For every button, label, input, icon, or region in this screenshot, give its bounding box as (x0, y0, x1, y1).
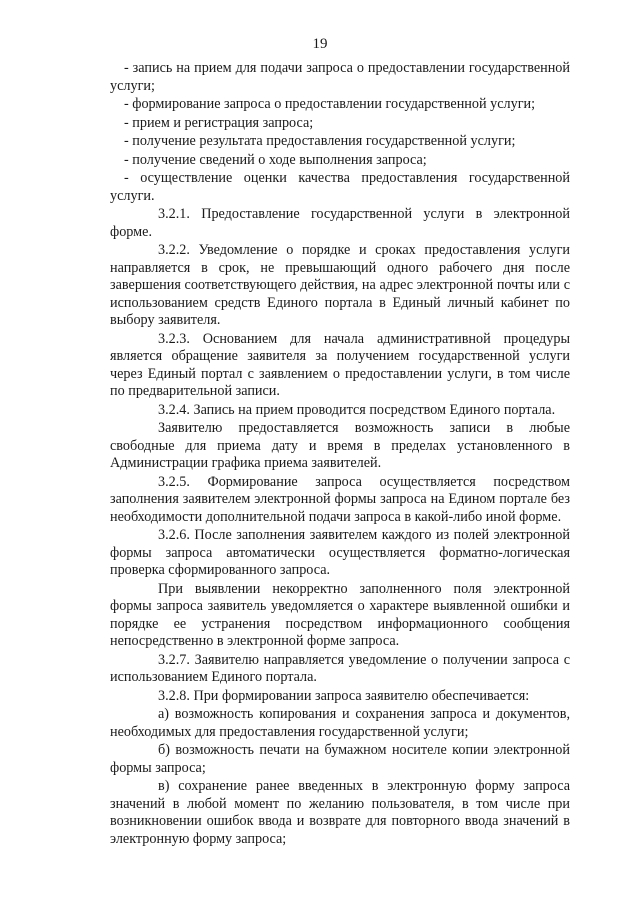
paragraph: 3.2.3. Основанием для начала административной процедуры является обращение заявителя за получением государственной услуги через Единый портал с заявлением о предоставлении услуги, в том числе по предварительной записи. (110, 330, 570, 399)
paragraph: б) возможность печати на бумажном носителе копии электронной формы запроса; (110, 742, 570, 776)
paragraph: 3.2.2. Уведомление о порядке и сроках предоставления услуги направляется в срок, не превышающий одного рабочего дня после завершения соответствующего действия, на адрес электронной почты или с использованием средств Единого портала в Единый личный кабинет по выбору заявителя. (110, 242, 570, 328)
paragraph: При выявлении некорректно заполненного поля электронной формы запроса заявитель уведомляется о характере выявленной ошибки и порядке ее устранения посредством информационного сообщения непосредственно в электронной форме запроса. (110, 580, 570, 649)
paragraph: Заявителю предоставляется возможность записи в любые свободные для приема дату и время в пределах установленного в Администрации графика приема заявителей. (110, 420, 570, 471)
paragraph: 3.2.5. Формирование запроса осуществляется посредством заполнения заявителем электронной формы запроса на Едином портале без необходимости дополнительной подачи запроса в какой-либо иной форме. (110, 473, 570, 525)
paragraph: а) возможность копирования и сохранения запроса и документов, необходимых для предоставления государственной услуги; (110, 706, 570, 740)
paragraph: в) сохранение ранее введенных в электронную форму запроса значений в любой момент по желанию пользователя, в том числе при возникновении ошибок ввода и возврате для повторного ввода значений в электронную форму запроса; (110, 778, 570, 847)
paragraph: 3.2.6. После заполнения заявителем каждого из полей электронной формы запроса автоматически осуществляется форматно-логическая проверка сформированного запроса. (110, 527, 570, 578)
paragraph: 3.2.8. При формировании запроса заявителю обеспечивается: (158, 687, 530, 704)
paragraph: - формирование запроса о предоставлении государственной услуги; (124, 96, 536, 112)
paragraph: - осуществление оценки качества предоставления государственной услуги. (110, 170, 570, 204)
paragraph: - запись на прием для подачи запроса о предоставлении государственной услуги; (110, 60, 570, 94)
paragraph: 3.2.4. Запись на прием проводится посредством Единого портала. (158, 401, 556, 418)
document-body (110, 60, 570, 849)
paragraph: - получение сведений о ходе выполнения запроса; (124, 151, 427, 168)
paragraph: 3.2.7. Заявителю направляется уведомление о получении запроса с использованием Единого портала. (110, 651, 570, 685)
page-number: 19 (312, 36, 328, 52)
paragraph: - прием и регистрация запроса; (124, 114, 314, 131)
paragraph: 3.2.1. Предоставление государственной услуги в электронной форме. (110, 206, 570, 240)
paragraph: - получение результата предоставления государственной услуги; (124, 133, 516, 149)
